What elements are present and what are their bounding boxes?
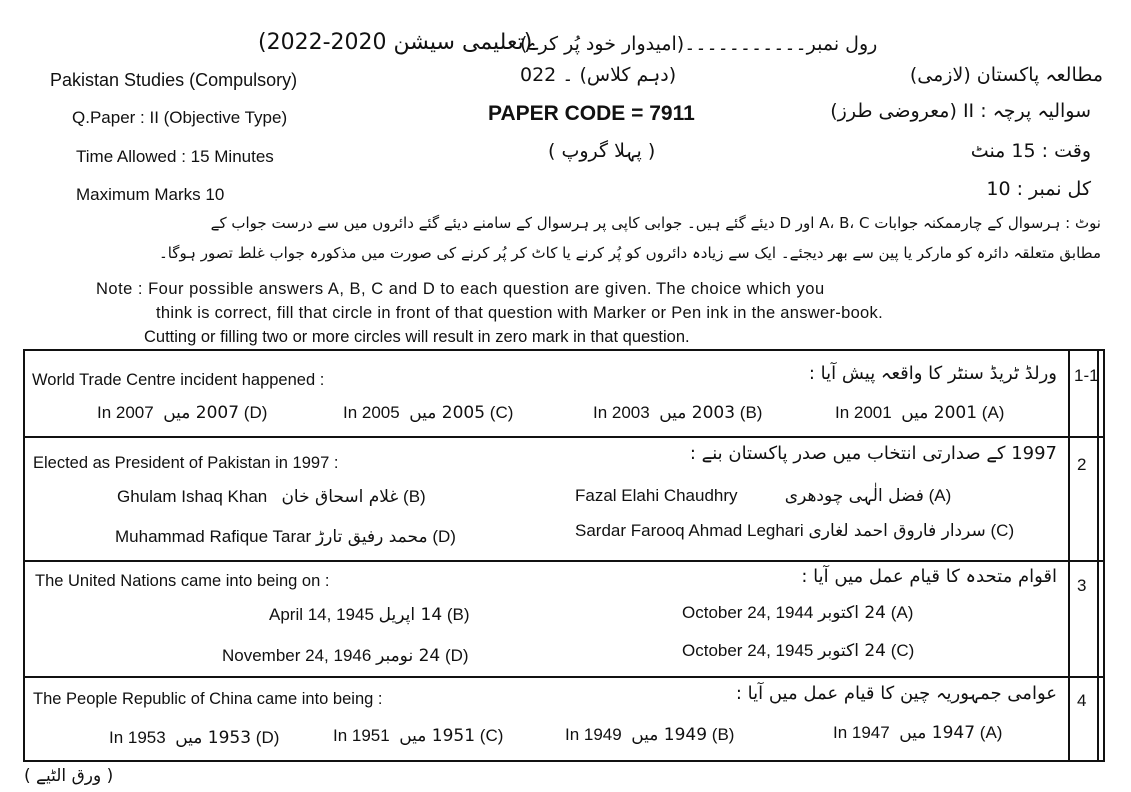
option-urdu: محمد رفیق تارڑ [315,527,428,547]
option-c [343,403,513,423]
option-english: In 2003 [593,403,650,422]
option-letter: (C) [479,726,504,745]
option-letter: (A) [890,603,914,622]
option-letter: (B) [739,403,763,422]
question-paper-english: Q.Paper : II (Objective Type) [72,108,288,127]
option-letter: (D) [444,646,469,665]
note-english-line-1 [96,280,825,299]
question-number: 2 [1077,455,1087,474]
option-urdu: 1953 میں [175,728,252,748]
note-urdu-line-1: نوٹ : ہرسوال کے چارممکنہ جوابات A، B، C اور D دیئے گئے ہیں۔ جوابی کاپی پر ہرسوال کے سامنے دیئے گئے دائروں میں سے درست جواب کے [210,214,1101,232]
option-english: In 1949 [565,725,622,744]
note-english-line-1-head: Note : Four possible answers A, B, C and D to each question are given. [96,280,652,298]
option-letter: (D) [255,728,280,747]
time-allowed-urdu: وقت : 15 منٹ [970,140,1091,162]
option-english: Sardar Farooq Ahmad Leghari [575,521,804,540]
question-text-english: The United Nations came into being on : [35,572,330,590]
option-english: In 1953 [109,728,166,747]
option-letter: (C) [890,641,915,660]
session-title: (تعلیمی سیشن 2020-2022) [258,30,533,55]
option-urdu: 2005 میں [409,403,486,423]
roll-number-line: رول نمبر۔۔۔۔۔۔۔۔۔۔۔(امیدوار خود پُر کرے) [520,33,878,55]
option-urdu: 24 نومبر [376,646,441,666]
option-urdu: 2007 میں [163,403,240,423]
question-text-urdu: ورلڈ ٹریڈ سنٹر کا واقعہ پیش آیا : [808,363,1057,384]
maximum-marks-urdu: کل نمبر : 10 [986,178,1091,200]
option-letter: (C) [489,403,514,422]
question-text-english: The People Republic of China came into being : [33,690,383,708]
option-letter: (B) [403,487,426,506]
option-a [682,603,913,623]
option-b [593,403,762,423]
option-c [575,521,1014,541]
option-english: In 2005 [343,403,400,422]
questions-table [23,349,1105,762]
option-english: In 1947 [833,723,890,742]
option-letter: (A) [928,486,952,505]
subject-english: Pakistan Studies (Compulsory) [50,70,298,90]
note-english-line-2: think is correct, fill that circle in front of that question with Marker or Pen ink in the answer-book. [156,304,883,322]
option-letter: (D) [243,403,268,422]
class-line: (دہم کلاس) ۔ 022 [520,64,677,86]
option-a [833,723,1002,743]
question-text-urdu: عوامی جمہوریہ چین کا قیام عمل میں آیا : [735,683,1057,704]
option-d [115,527,456,547]
option-letter: (A) [979,723,1003,742]
question-divider [25,676,1103,678]
question-text-english: World Trade Centre incident happened : [32,371,325,389]
option-english: April 14, 1945 [269,605,374,624]
option-b [565,725,734,745]
note-english-line-3: Cutting or filling two or more circles will result in zero mark in that question. [144,328,690,346]
maximum-marks-english: Maximum Marks 10 [76,185,225,204]
option-letter: (B) [711,725,735,744]
option-english: Muhammad Rafique Tarar [115,527,312,546]
option-urdu: 24 اکتوبر [818,641,886,661]
option-english: October 24, 1945 [682,641,814,660]
question-number: 3 [1077,576,1087,595]
option-d [97,403,267,423]
group-label: ( پہلا گروپ ) [548,140,656,162]
option-letter: (B) [446,605,470,624]
option-urdu: فضل الٰہی چودھری [784,486,924,506]
question-text-urdu: اقوام متحدہ کا قیام عمل میں آیا : [801,566,1057,587]
question-text-urdu: 1997 کے صدارتی انتخاب میں صدر پاکستان بنے : [689,443,1057,464]
option-urdu: 1949 میں [631,725,708,745]
option-english: Ghulam Ishaq Khan [117,487,268,506]
option-english: October 24, 1944 [682,603,814,622]
option-english: In 1951 [333,726,390,745]
option-urdu: 14 اپریل [378,605,443,625]
turn-over-label: ( ورق الٹیے ) [24,766,114,786]
option-urdu: غلام اسحاق خان [281,487,399,507]
option-letter: (A) [981,403,1005,422]
number-column-divider [1068,351,1070,760]
option-english: In 2001 [835,403,892,422]
option-letter: (D) [432,527,456,546]
question-paper-urdu: سوالیہ پرچہ : II (معروضی طرز) [830,100,1091,122]
option-b [269,605,470,625]
option-c [682,641,914,661]
option-english: Fazal Elahi Chaudhry [575,486,738,505]
question-divider [25,436,1103,438]
option-urdu: 1951 میں [399,726,476,746]
question-number: 1-1 [1074,366,1099,385]
option-english: In 2007 [97,403,154,422]
note-urdu-line-2: مطابق متعلقہ دائرہ کو مارکر یا پین سے بھر دیجئے۔ ایک سے زیادہ دائروں کو پُر کرنے یا کاٹ کر پُر کرنے کی صورت میں مذکورہ جواب غلط تصور ہوگا۔ [158,244,1101,262]
option-english: November 24, 1946 [222,646,372,665]
subject-urdu: مطالعہ پاکستان (لازمی) [909,64,1103,86]
time-allowed-english: Time Allowed : 15 Minutes [76,147,274,166]
question-number: 4 [1077,691,1087,710]
option-urdu: 2003 میں [659,403,736,423]
option-urdu: 1947 میں [899,723,976,743]
question-divider [25,560,1103,562]
option-urdu: 24 اکتوبر [818,603,886,623]
option-d [222,646,469,666]
question-text-english: Elected as President of Pakistan in 1997 : [33,454,339,472]
option-a [575,485,951,506]
option-a [835,403,1004,423]
option-letter: (C) [990,521,1015,540]
option-d [109,728,279,748]
number-column-divider-right [1097,351,1099,760]
option-c [333,726,503,746]
paper-code: PAPER CODE = 7911 [488,102,695,125]
option-urdu: 2001 میں [901,403,978,423]
option-urdu: سردار فاروق احمد لغاری [808,521,986,541]
option-b [117,487,426,507]
note-english-line-1-tail: The choice which you [655,280,825,298]
